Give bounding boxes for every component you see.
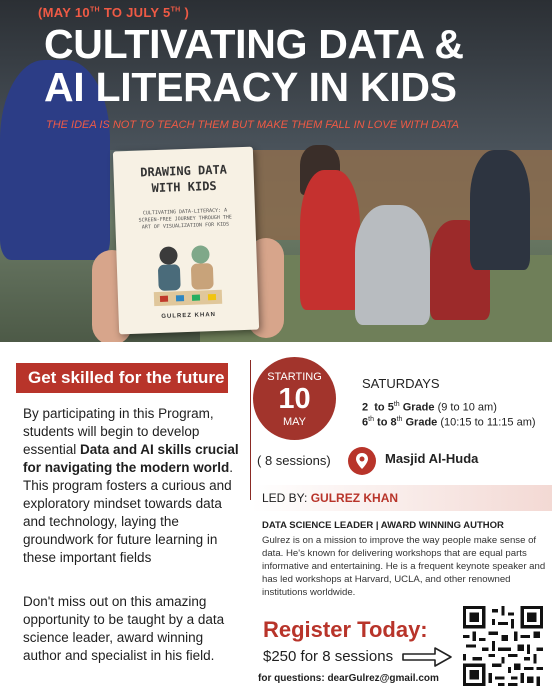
book-title-line-2: WITH KIDS [151,178,217,196]
start-date-badge [253,357,336,440]
book-author: GULREZ KHAN [161,312,217,320]
hero-person-child-grey [355,205,430,325]
call-to-action-text: Don't miss out on this amazing opportunity to be taught by a data science leader, award winning author and specialist in his field. [23,594,225,663]
session-count: ( 8 sessions) [257,453,331,468]
schedule-grade-group-1: 2 to 5th Grade (9 to 10 am) [362,401,497,414]
column-divider [250,360,251,500]
location-pin-icon [347,446,377,476]
program-description: By participating in this Program, students will begin to develop essential Data and AI skills crucial for navigating the modern world. This program fosters a curious and exploratory mindset towards data and technology, laying the groundwork for future learning in these important fields [23,406,239,565]
book-illustration [148,238,226,311]
title-line-2: AI LITERACY IN KIDS [44,64,457,110]
schedule-grade-group-2: 6th to 8th Grade (10:15 to 11:15 am) [362,416,536,429]
page-title [44,23,544,109]
program-dates: (MAY 10TH TO JULY 5TH ) [38,5,190,20]
tagline: THE IDEA IS NOT TO TEACH THEM BUT MAKE THEM FALL IN LOVE WITH DATA [46,119,459,131]
hero-photo [0,0,552,342]
title-line-1: CULTIVATING DATA & [44,21,464,67]
start-month: MAY [282,416,307,428]
instructor-bio: Gulrez is on a mission to improve the way people make sense of data. He's known for delivering workshops that are equal parts informative and entertaining. He is a frequent keynote speaker and has led workshops at Harvard, UCLA, and other renowned institutions worldwide. [262,535,546,598]
location-name: Masjid Al-Huda [385,451,479,466]
contact-email: for questions: dearGulrez@gmail.com [258,673,439,684]
qr-code-icon[interactable] [463,606,543,686]
book-cover [113,147,259,335]
price: $250 for 8 sessions [263,648,394,665]
hero-person-adult [470,150,530,270]
hero-person-child-red [300,170,360,310]
book-title [113,161,254,198]
starting-label: STARTING [267,371,322,383]
instructor-name: GULREZ KHAN [310,491,399,505]
book-subtitle: CULTIVATING DATA-LITERACY: A SCREEN-FREE JOURNEY THROUGH THE ART OF VISUALIZATION FOR KIDS [138,207,232,231]
instructor-role: DATA SCIENCE LEADER | AWARD WINNING AUTHOR [262,520,504,531]
instructor-label: LED BY: GULREZ KHAN [262,491,399,505]
register-heading: Register Today: [263,617,428,642]
start-day: 10 [278,383,311,415]
section-heading: Get skilled for the future [16,363,228,393]
schedule-days: SATURDAYS [362,376,440,391]
book-title-line-1: DRAWING DATA [139,162,228,180]
arrow-right-icon [401,646,453,668]
